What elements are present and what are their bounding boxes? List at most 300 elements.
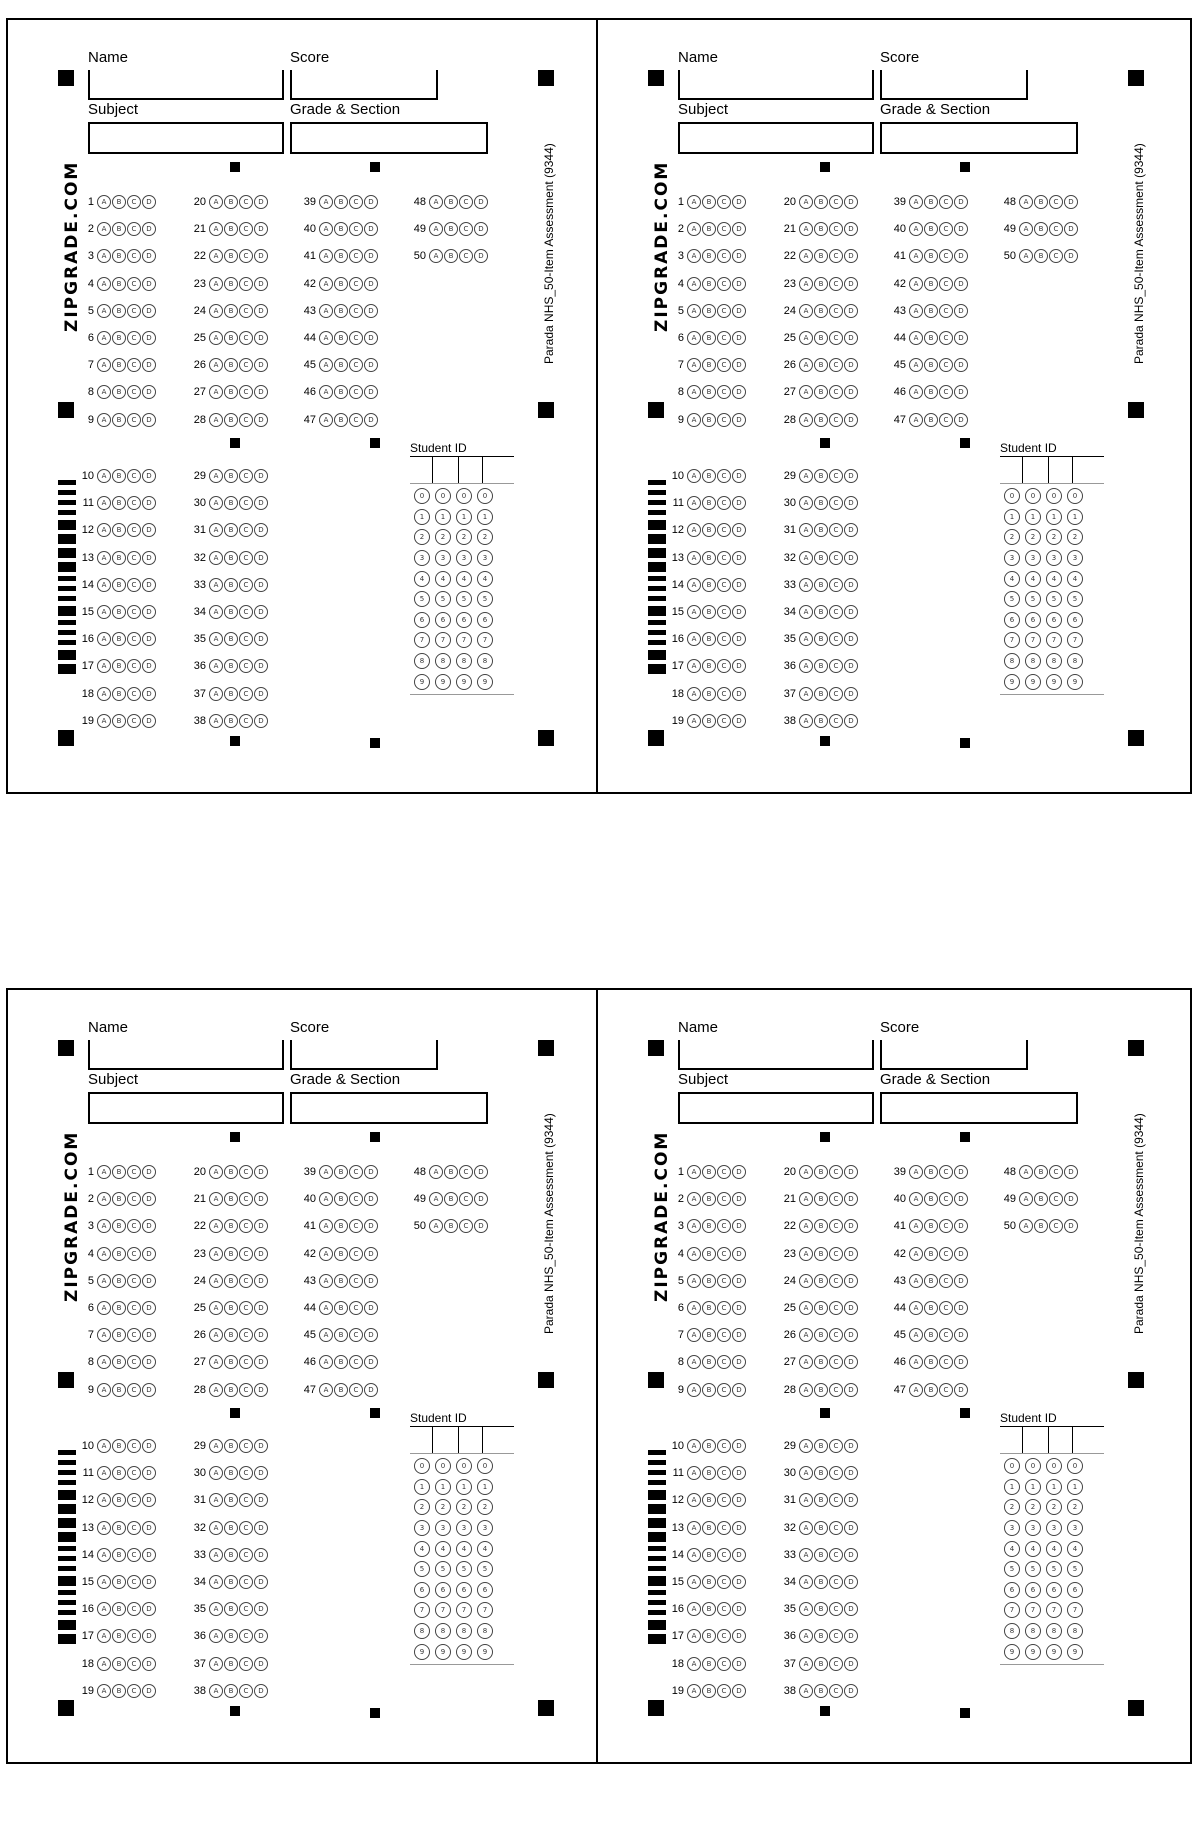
answer-bubble[interactable]: C xyxy=(349,331,363,345)
answer-bubble[interactable]: D xyxy=(142,1521,156,1535)
answer-bubble[interactable]: A xyxy=(97,469,111,483)
answer-bubble[interactable]: A xyxy=(799,1165,813,1179)
answer-bubble[interactable]: D xyxy=(844,469,858,483)
answer-bubble[interactable]: D xyxy=(954,1247,968,1261)
answer-bubble[interactable]: A xyxy=(687,413,701,427)
answer-bubble[interactable]: B xyxy=(224,632,238,646)
answer-bubble[interactable]: D xyxy=(844,1657,858,1671)
answer-bubble[interactable]: A xyxy=(799,632,813,646)
answer-bubble[interactable]: C xyxy=(239,1684,253,1698)
name-field[interactable] xyxy=(678,1040,874,1070)
answer-bubble[interactable]: D xyxy=(844,358,858,372)
answer-bubble[interactable]: B xyxy=(814,687,828,701)
answer-bubble[interactable]: C xyxy=(939,1192,953,1206)
answer-bubble[interactable]: B xyxy=(224,1383,238,1397)
answer-bubble[interactable]: A xyxy=(97,687,111,701)
answer-bubble[interactable]: A xyxy=(319,1192,333,1206)
answer-bubble[interactable]: B xyxy=(702,1602,716,1616)
answer-bubble[interactable]: D xyxy=(142,331,156,345)
answer-bubble[interactable]: C xyxy=(239,249,253,263)
answer-bubble[interactable]: B xyxy=(702,1165,716,1179)
answer-bubble[interactable]: D xyxy=(732,632,746,646)
answer-bubble[interactable]: B xyxy=(334,1192,348,1206)
answer-bubble[interactable]: C xyxy=(349,195,363,209)
answer-bubble[interactable]: A xyxy=(319,1383,333,1397)
answer-bubble[interactable]: B xyxy=(224,1493,238,1507)
id-bubble[interactable]: 5 xyxy=(435,591,451,607)
id-bubble[interactable]: 9 xyxy=(1025,674,1041,690)
answer-bubble[interactable]: B xyxy=(702,1274,716,1288)
answer-bubble[interactable]: D xyxy=(474,1165,488,1179)
answer-bubble[interactable]: D xyxy=(142,632,156,646)
answer-bubble[interactable]: B xyxy=(814,1247,828,1261)
answer-bubble[interactable]: B xyxy=(334,1219,348,1233)
id-bubble[interactable]: 1 xyxy=(435,1479,451,1495)
answer-bubble[interactable]: B xyxy=(814,358,828,372)
answer-bubble[interactable]: A xyxy=(97,277,111,291)
answer-bubble[interactable]: C xyxy=(459,1219,473,1233)
answer-bubble[interactable]: C xyxy=(829,358,843,372)
id-bubble[interactable]: 2 xyxy=(414,1499,430,1515)
answer-bubble[interactable]: B xyxy=(924,1355,938,1369)
answer-bubble[interactable]: B xyxy=(112,1575,126,1589)
answer-bubble[interactable]: A xyxy=(209,1301,223,1315)
answer-bubble[interactable]: C xyxy=(717,1383,731,1397)
answer-bubble[interactable]: C xyxy=(717,1575,731,1589)
answer-bubble[interactable]: A xyxy=(209,1439,223,1453)
answer-bubble[interactable]: D xyxy=(254,1493,268,1507)
id-bubble[interactable]: 7 xyxy=(1025,632,1041,648)
answer-bubble[interactable]: B xyxy=(702,687,716,701)
answer-bubble[interactable]: A xyxy=(799,1657,813,1671)
answer-bubble[interactable]: D xyxy=(142,523,156,537)
answer-bubble[interactable]: D xyxy=(254,1629,268,1643)
answer-bubble[interactable]: D xyxy=(254,195,268,209)
answer-bubble[interactable]: B xyxy=(112,1548,126,1562)
id-bubble[interactable]: 6 xyxy=(1046,1582,1062,1598)
answer-bubble[interactable]: A xyxy=(909,277,923,291)
answer-bubble[interactable]: B xyxy=(224,358,238,372)
answer-bubble[interactable]: B xyxy=(112,714,126,728)
id-bubble[interactable]: 5 xyxy=(477,1561,493,1577)
answer-bubble[interactable]: D xyxy=(142,1355,156,1369)
answer-bubble[interactable]: A xyxy=(319,385,333,399)
answer-bubble[interactable]: A xyxy=(209,578,223,592)
answer-bubble[interactable]: D xyxy=(254,1602,268,1616)
answer-bubble[interactable]: B xyxy=(224,1439,238,1453)
answer-bubble[interactable]: D xyxy=(142,496,156,510)
grade-section-field[interactable] xyxy=(880,122,1078,154)
answer-bubble[interactable]: C xyxy=(349,1247,363,1261)
answer-bubble[interactable]: A xyxy=(97,385,111,399)
answer-bubble[interactable]: D xyxy=(364,1192,378,1206)
answer-bubble[interactable]: D xyxy=(254,358,268,372)
subject-field[interactable] xyxy=(88,122,284,154)
answer-bubble[interactable]: B xyxy=(112,1219,126,1233)
id-bubble[interactable]: 5 xyxy=(1067,1561,1083,1577)
answer-bubble[interactable]: A xyxy=(687,632,701,646)
answer-bubble[interactable]: C xyxy=(717,1493,731,1507)
answer-bubble[interactable]: B xyxy=(224,1219,238,1233)
answer-bubble[interactable]: A xyxy=(209,1355,223,1369)
id-bubble[interactable]: 1 xyxy=(477,1479,493,1495)
answer-bubble[interactable]: B xyxy=(224,1521,238,1535)
answer-bubble[interactable]: A xyxy=(799,523,813,537)
answer-bubble[interactable]: D xyxy=(142,1657,156,1671)
answer-bubble[interactable]: A xyxy=(209,1629,223,1643)
answer-bubble[interactable]: C xyxy=(239,1657,253,1671)
answer-bubble[interactable]: D xyxy=(142,1493,156,1507)
answer-bubble[interactable]: B xyxy=(814,1684,828,1698)
answer-bubble[interactable]: C xyxy=(239,659,253,673)
answer-bubble[interactable]: A xyxy=(799,1575,813,1589)
answer-bubble[interactable]: B xyxy=(702,659,716,673)
answer-bubble[interactable]: A xyxy=(909,1192,923,1206)
answer-bubble[interactable]: D xyxy=(844,1629,858,1643)
answer-bubble[interactable]: B xyxy=(224,1684,238,1698)
answer-bubble[interactable]: B xyxy=(112,1383,126,1397)
answer-bubble[interactable]: C xyxy=(239,551,253,565)
answer-bubble[interactable]: D xyxy=(364,413,378,427)
answer-bubble[interactable]: A xyxy=(97,1439,111,1453)
answer-bubble[interactable]: B xyxy=(224,1629,238,1643)
answer-bubble[interactable]: D xyxy=(364,385,378,399)
answer-bubble[interactable]: C xyxy=(127,1192,141,1206)
answer-bubble[interactable]: C xyxy=(239,222,253,236)
answer-bubble[interactable]: A xyxy=(97,1219,111,1233)
answer-bubble[interactable]: A xyxy=(209,1247,223,1261)
answer-bubble[interactable]: B xyxy=(224,1247,238,1261)
id-bubble[interactable]: 4 xyxy=(435,1541,451,1557)
answer-bubble[interactable]: D xyxy=(732,195,746,209)
answer-bubble[interactable]: D xyxy=(732,413,746,427)
answer-bubble[interactable]: C xyxy=(1049,249,1063,263)
answer-bubble[interactable]: D xyxy=(142,469,156,483)
answer-bubble[interactable]: B xyxy=(112,687,126,701)
answer-bubble[interactable]: B xyxy=(224,1657,238,1671)
answer-bubble[interactable]: D xyxy=(954,304,968,318)
subject-field[interactable] xyxy=(88,1092,284,1124)
id-bubble[interactable]: 1 xyxy=(414,509,430,525)
id-bubble[interactable]: 8 xyxy=(435,1623,451,1639)
answer-bubble[interactable]: D xyxy=(364,1247,378,1261)
answer-bubble[interactable]: D xyxy=(732,605,746,619)
id-bubble[interactable]: 8 xyxy=(1004,653,1020,669)
answer-bubble[interactable]: C xyxy=(349,1219,363,1233)
answer-bubble[interactable]: A xyxy=(1019,222,1033,236)
id-bubble[interactable]: 0 xyxy=(414,488,430,504)
answer-bubble[interactable]: C xyxy=(239,1247,253,1261)
answer-bubble[interactable]: B xyxy=(924,1301,938,1315)
answer-bubble[interactable]: A xyxy=(1019,1165,1033,1179)
answer-bubble[interactable]: C xyxy=(939,331,953,345)
answer-bubble[interactable]: A xyxy=(97,1521,111,1535)
answer-bubble[interactable]: A xyxy=(909,304,923,318)
id-bubble[interactable]: 5 xyxy=(1067,591,1083,607)
answer-bubble[interactable]: A xyxy=(799,222,813,236)
answer-bubble[interactable]: C xyxy=(239,714,253,728)
answer-bubble[interactable]: B xyxy=(814,1383,828,1397)
answer-bubble[interactable]: A xyxy=(209,687,223,701)
answer-bubble[interactable]: B xyxy=(224,496,238,510)
answer-bubble[interactable]: D xyxy=(254,1247,268,1261)
id-bubble[interactable]: 8 xyxy=(1067,1623,1083,1639)
answer-bubble[interactable]: B xyxy=(224,523,238,537)
answer-bubble[interactable]: D xyxy=(142,1548,156,1562)
answer-bubble[interactable]: A xyxy=(799,1355,813,1369)
answer-bubble[interactable]: D xyxy=(844,1247,858,1261)
answer-bubble[interactable]: D xyxy=(142,249,156,263)
answer-bubble[interactable]: B xyxy=(334,1355,348,1369)
answer-bubble[interactable]: B xyxy=(224,1192,238,1206)
answer-bubble[interactable]: C xyxy=(829,578,843,592)
id-bubble[interactable]: 1 xyxy=(1004,509,1020,525)
answer-bubble[interactable]: D xyxy=(954,249,968,263)
answer-bubble[interactable]: B xyxy=(924,331,938,345)
answer-bubble[interactable]: C xyxy=(349,1165,363,1179)
answer-bubble[interactable]: A xyxy=(687,1328,701,1342)
answer-bubble[interactable]: C xyxy=(127,222,141,236)
answer-bubble[interactable]: D xyxy=(844,1439,858,1453)
answer-bubble[interactable]: D xyxy=(142,358,156,372)
answer-bubble[interactable]: B xyxy=(814,1192,828,1206)
answer-bubble[interactable]: A xyxy=(687,1521,701,1535)
answer-bubble[interactable]: B xyxy=(924,413,938,427)
id-bubble[interactable]: 6 xyxy=(1025,612,1041,628)
answer-bubble[interactable]: A xyxy=(319,1219,333,1233)
answer-bubble[interactable]: A xyxy=(687,195,701,209)
answer-bubble[interactable]: D xyxy=(254,413,268,427)
id-bubble[interactable]: 3 xyxy=(477,1520,493,1536)
answer-bubble[interactable]: D xyxy=(254,1383,268,1397)
answer-bubble[interactable]: A xyxy=(687,1466,701,1480)
answer-bubble[interactable]: B xyxy=(814,1521,828,1535)
answer-bubble[interactable]: A xyxy=(909,1383,923,1397)
answer-bubble[interactable]: A xyxy=(97,195,111,209)
answer-bubble[interactable]: B xyxy=(112,222,126,236)
answer-bubble[interactable]: A xyxy=(687,1355,701,1369)
answer-bubble[interactable]: B xyxy=(702,277,716,291)
answer-bubble[interactable]: B xyxy=(702,1466,716,1480)
answer-bubble[interactable]: D xyxy=(142,687,156,701)
answer-bubble[interactable]: B xyxy=(112,1274,126,1288)
id-bubble[interactable]: 0 xyxy=(1067,1458,1083,1474)
id-bubble[interactable]: 5 xyxy=(435,1561,451,1577)
id-bubble[interactable]: 1 xyxy=(1046,1479,1062,1495)
answer-bubble[interactable]: C xyxy=(239,304,253,318)
answer-bubble[interactable]: C xyxy=(239,632,253,646)
answer-bubble[interactable]: A xyxy=(97,1328,111,1342)
id-bubble[interactable]: 8 xyxy=(414,1623,430,1639)
answer-bubble[interactable]: D xyxy=(364,249,378,263)
answer-bubble[interactable]: D xyxy=(142,714,156,728)
answer-bubble[interactable]: B xyxy=(334,331,348,345)
answer-bubble[interactable]: D xyxy=(844,1575,858,1589)
answer-bubble[interactable]: B xyxy=(702,1493,716,1507)
answer-bubble[interactable]: D xyxy=(142,195,156,209)
answer-bubble[interactable]: C xyxy=(459,249,473,263)
answer-bubble[interactable]: B xyxy=(702,358,716,372)
answer-bubble[interactable]: D xyxy=(732,1165,746,1179)
answer-bubble[interactable]: B xyxy=(814,222,828,236)
answer-bubble[interactable]: D xyxy=(954,1355,968,1369)
score-field[interactable] xyxy=(290,70,438,100)
answer-bubble[interactable]: D xyxy=(142,605,156,619)
answer-bubble[interactable]: D xyxy=(732,551,746,565)
answer-bubble[interactable]: D xyxy=(844,1328,858,1342)
grade-section-field[interactable] xyxy=(880,1092,1078,1124)
answer-bubble[interactable]: C xyxy=(127,605,141,619)
answer-bubble[interactable]: C xyxy=(717,605,731,619)
answer-bubble[interactable]: B xyxy=(224,222,238,236)
answer-bubble[interactable]: B xyxy=(224,1328,238,1342)
answer-bubble[interactable]: A xyxy=(799,496,813,510)
answer-bubble[interactable]: D xyxy=(732,249,746,263)
answer-bubble[interactable]: A xyxy=(209,1657,223,1671)
answer-bubble[interactable]: D xyxy=(142,1219,156,1233)
answer-bubble[interactable]: A xyxy=(799,659,813,673)
answer-bubble[interactable]: D xyxy=(254,1439,268,1453)
answer-bubble[interactable]: B xyxy=(444,1165,458,1179)
answer-bubble[interactable]: D xyxy=(142,385,156,399)
id-bubble[interactable]: 2 xyxy=(477,1499,493,1515)
answer-bubble[interactable]: D xyxy=(844,249,858,263)
answer-bubble[interactable]: D xyxy=(954,1383,968,1397)
answer-bubble[interactable]: C xyxy=(717,1274,731,1288)
answer-bubble[interactable]: A xyxy=(97,1493,111,1507)
id-bubble[interactable]: 0 xyxy=(1046,1458,1062,1474)
id-bubble[interactable]: 4 xyxy=(1025,571,1041,587)
answer-bubble[interactable]: B xyxy=(924,304,938,318)
answer-bubble[interactable]: A xyxy=(687,1684,701,1698)
answer-bubble[interactable]: D xyxy=(954,1165,968,1179)
answer-bubble[interactable]: B xyxy=(112,1466,126,1480)
answer-bubble[interactable]: A xyxy=(687,605,701,619)
answer-bubble[interactable]: C xyxy=(239,385,253,399)
answer-bubble[interactable]: A xyxy=(319,1301,333,1315)
answer-bubble[interactable]: C xyxy=(939,413,953,427)
id-bubble[interactable]: 9 xyxy=(456,1644,472,1660)
id-bubble[interactable]: 2 xyxy=(435,1499,451,1515)
answer-bubble[interactable]: D xyxy=(254,249,268,263)
answer-bubble[interactable]: D xyxy=(732,1629,746,1643)
answer-bubble[interactable]: C xyxy=(239,605,253,619)
answer-bubble[interactable]: D xyxy=(732,1521,746,1535)
answer-bubble[interactable]: A xyxy=(687,1192,701,1206)
answer-bubble[interactable]: D xyxy=(954,195,968,209)
answer-bubble[interactable]: B xyxy=(112,413,126,427)
answer-bubble[interactable]: A xyxy=(209,523,223,537)
answer-bubble[interactable]: A xyxy=(687,1383,701,1397)
id-bubble[interactable]: 6 xyxy=(477,612,493,628)
answer-bubble[interactable]: C xyxy=(829,1548,843,1562)
answer-bubble[interactable]: B xyxy=(702,551,716,565)
answer-bubble[interactable]: A xyxy=(687,469,701,483)
id-bubble[interactable]: 5 xyxy=(456,1561,472,1577)
answer-bubble[interactable]: A xyxy=(97,605,111,619)
answer-bubble[interactable]: B xyxy=(112,249,126,263)
answer-bubble[interactable]: A xyxy=(209,358,223,372)
answer-bubble[interactable]: A xyxy=(209,1165,223,1179)
answer-bubble[interactable]: A xyxy=(1019,195,1033,209)
id-bubble[interactable]: 3 xyxy=(1067,550,1083,566)
answer-bubble[interactable]: A xyxy=(97,1274,111,1288)
answer-bubble[interactable]: D xyxy=(142,1575,156,1589)
answer-bubble[interactable]: D xyxy=(732,277,746,291)
answer-bubble[interactable]: C xyxy=(239,358,253,372)
answer-bubble[interactable]: C xyxy=(939,249,953,263)
answer-bubble[interactable]: D xyxy=(254,1165,268,1179)
answer-bubble[interactable]: D xyxy=(732,1192,746,1206)
answer-bubble[interactable]: B xyxy=(444,222,458,236)
answer-bubble[interactable]: B xyxy=(1034,1219,1048,1233)
answer-bubble[interactable]: D xyxy=(142,578,156,592)
answer-bubble[interactable]: C xyxy=(127,1247,141,1261)
answer-bubble[interactable]: D xyxy=(142,1629,156,1643)
answer-bubble[interactable]: C xyxy=(717,195,731,209)
answer-bubble[interactable]: C xyxy=(349,413,363,427)
answer-bubble[interactable]: D xyxy=(474,249,488,263)
answer-bubble[interactable]: A xyxy=(909,195,923,209)
answer-bubble[interactable]: D xyxy=(732,1247,746,1261)
answer-bubble[interactable]: A xyxy=(97,578,111,592)
answer-bubble[interactable]: C xyxy=(829,1629,843,1643)
id-bubble[interactable]: 6 xyxy=(456,612,472,628)
answer-bubble[interactable]: C xyxy=(829,385,843,399)
answer-bubble[interactable]: C xyxy=(717,632,731,646)
answer-bubble[interactable]: A xyxy=(209,1575,223,1589)
answer-bubble[interactable]: A xyxy=(319,195,333,209)
answer-bubble[interactable]: D xyxy=(844,331,858,345)
answer-bubble[interactable]: C xyxy=(829,1466,843,1480)
answer-bubble[interactable]: C xyxy=(239,1328,253,1342)
id-bubble[interactable]: 7 xyxy=(1067,1602,1083,1618)
answer-bubble[interactable]: D xyxy=(254,496,268,510)
answer-bubble[interactable]: D xyxy=(844,277,858,291)
answer-bubble[interactable]: C xyxy=(939,1328,953,1342)
id-bubble[interactable]: 9 xyxy=(1067,1644,1083,1660)
answer-bubble[interactable]: C xyxy=(939,1219,953,1233)
id-bubble[interactable]: 6 xyxy=(1046,612,1062,628)
answer-bubble[interactable]: D xyxy=(844,1355,858,1369)
answer-bubble[interactable]: A xyxy=(209,304,223,318)
answer-bubble[interactable]: A xyxy=(909,385,923,399)
id-bubble[interactable]: 0 xyxy=(1004,488,1020,504)
answer-bubble[interactable]: C xyxy=(349,1274,363,1288)
id-bubble[interactable]: 7 xyxy=(1067,632,1083,648)
answer-bubble[interactable]: B xyxy=(702,632,716,646)
answer-bubble[interactable]: C xyxy=(127,1466,141,1480)
answer-bubble[interactable]: A xyxy=(1019,1219,1033,1233)
answer-bubble[interactable]: A xyxy=(799,1192,813,1206)
answer-bubble[interactable]: C xyxy=(239,1355,253,1369)
answer-bubble[interactable]: C xyxy=(127,1165,141,1179)
id-bubble[interactable]: 2 xyxy=(1046,529,1062,545)
answer-bubble[interactable]: D xyxy=(954,385,968,399)
answer-bubble[interactable]: C xyxy=(939,1383,953,1397)
id-bubble[interactable]: 9 xyxy=(477,1644,493,1660)
answer-bubble[interactable]: A xyxy=(209,413,223,427)
answer-bubble[interactable]: A xyxy=(97,1575,111,1589)
id-bubble[interactable]: 3 xyxy=(1067,1520,1083,1536)
answer-bubble[interactable]: B xyxy=(702,1219,716,1233)
answer-bubble[interactable]: B xyxy=(924,1192,938,1206)
answer-bubble[interactable]: A xyxy=(209,496,223,510)
answer-bubble[interactable]: D xyxy=(254,1355,268,1369)
score-field[interactable] xyxy=(290,1040,438,1070)
answer-bubble[interactable]: C xyxy=(829,687,843,701)
answer-bubble[interactable]: A xyxy=(97,1192,111,1206)
